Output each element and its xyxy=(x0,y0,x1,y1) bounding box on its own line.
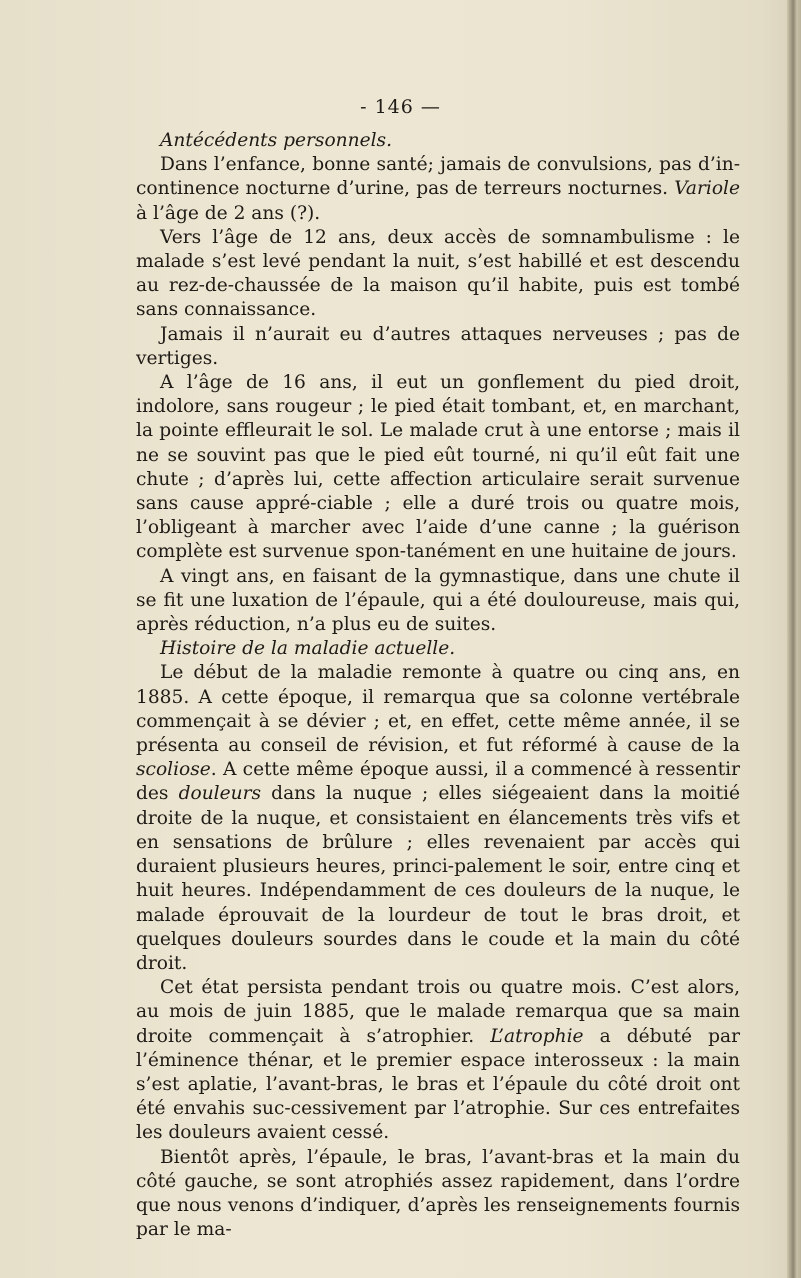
section-heading-antecedents: Antécédents personnels. xyxy=(160,130,392,151)
page-body xyxy=(136,129,740,1242)
page-binding-edge xyxy=(787,0,801,1278)
paragraph-somnambulism: Vers l’âge de 12 ans, deux accès de somnambulisme : le malade s’est levé pendant la nuit, s’est habillé et est descendu au rez-de-chaussée de la maison qu’il habite, puis est tombé sans connaissance. xyxy=(136,226,740,321)
text-run: Le début de la maladie remonte à quatre ou cinq ans, en 1885. A cette époque, il remarqua que sa colonne vertébrale commençait à se dévier ; et, en effet, cette même année, il se présenta au conseil de révision, et fut réformé à cause de la xyxy=(136,662,740,757)
text-run: a débuté par l’éminence thénar, et le premier espace interosseux : la main s’est aplatie, l’avant-bras, le bras et l’épaule du côté droit ont été envahis suc-cessivement par l’atrophie. Sur ces entrefaites les douleurs avaient cessé. xyxy=(136,1025,740,1144)
paragraph-nervous-attacks: Jamais il n’aurait eu d’autres attaques nerveuses ; pas de vertiges. xyxy=(136,323,740,369)
paragraph-atrophy-onset xyxy=(136,976,740,1145)
paragraph-shoulder-luxation: A vingt ans, en faisant de la gymnastique, dans une chute il se fit une luxation de l’épaule, qui a été douloureuse, mais qui, après réduction, n’a plus eu de suites. xyxy=(136,565,740,636)
text-run: dans la nuque ; elles siégeaient dans la moitié droite de la nuque, et consistaient en élancements très vifs et en sensations de brûlure ; elles revenaient par accès qui duraient plusieurs heures, princi-palement le soir, entre cinq et huit heures. Indépendamment de ces douleurs de la nuque, le malade éprouvait de la lourdeur de tout le bras droit, et quelques douleurs sourdes dans le coude et la main du côté droit. xyxy=(136,783,740,974)
page-number: - 146 — xyxy=(360,96,441,118)
text-run: Dans l’enfance, bonne santé; jamais de convulsions, pas d’in-continence nocturne d’urine, pas de terreurs nocturnes. xyxy=(136,154,740,200)
section-heading-histoire: Histoire de la maladie actuelle. xyxy=(160,638,456,660)
paragraph-left-side-atrophy: Bientôt après, l’épaule, le bras, l’avant-bras et la main du côté gauche, se sont atrophiés assez rapidement, dans l’ordre que nous venons d’indiquer, d’après les renseignements fournis par le ma- xyxy=(136,1146,740,1241)
paragraph-childhood xyxy=(136,153,740,226)
emphasis-variole: Variole xyxy=(674,178,740,200)
paragraph-foot-swelling: A l’âge de 16 ans, il eut un gonflement du pied droit, indolore, sans rougeur ; le pied était tombant, et, en marchant, la pointe effleurait le sol. Le malade crut à une entorse ; mais il ne se souvint pas que le pied eût tourné, ni qu’il eût fait une chute ; d’après lui, cette affection articulaire serait survenue sans cause appré-ciable ; elle a duré trois ou quatre mois, l’obligeant à marcher avec l’aide d’une canne ; la guérison complète est survenue spon-tanément en une huitaine de jours. xyxy=(136,372,740,563)
paragraph-onset xyxy=(136,661,740,976)
text-run: . A cette même époque aussi, il a commencé à ressentir des xyxy=(136,759,740,805)
text-run: à l’âge de 2 ans (?). xyxy=(136,202,321,224)
emphasis-douleurs: douleurs xyxy=(178,783,262,805)
emphasis-atrophie: L’atrophie xyxy=(490,1025,584,1047)
emphasis-scoliose: scoliose xyxy=(136,759,211,781)
text-run: Cet état persista pendant trois ou quatre mois. C’est alors, au mois de juin 1885, que le malade remarqua que sa main droite commençait à s’atrophier. xyxy=(136,977,740,1047)
